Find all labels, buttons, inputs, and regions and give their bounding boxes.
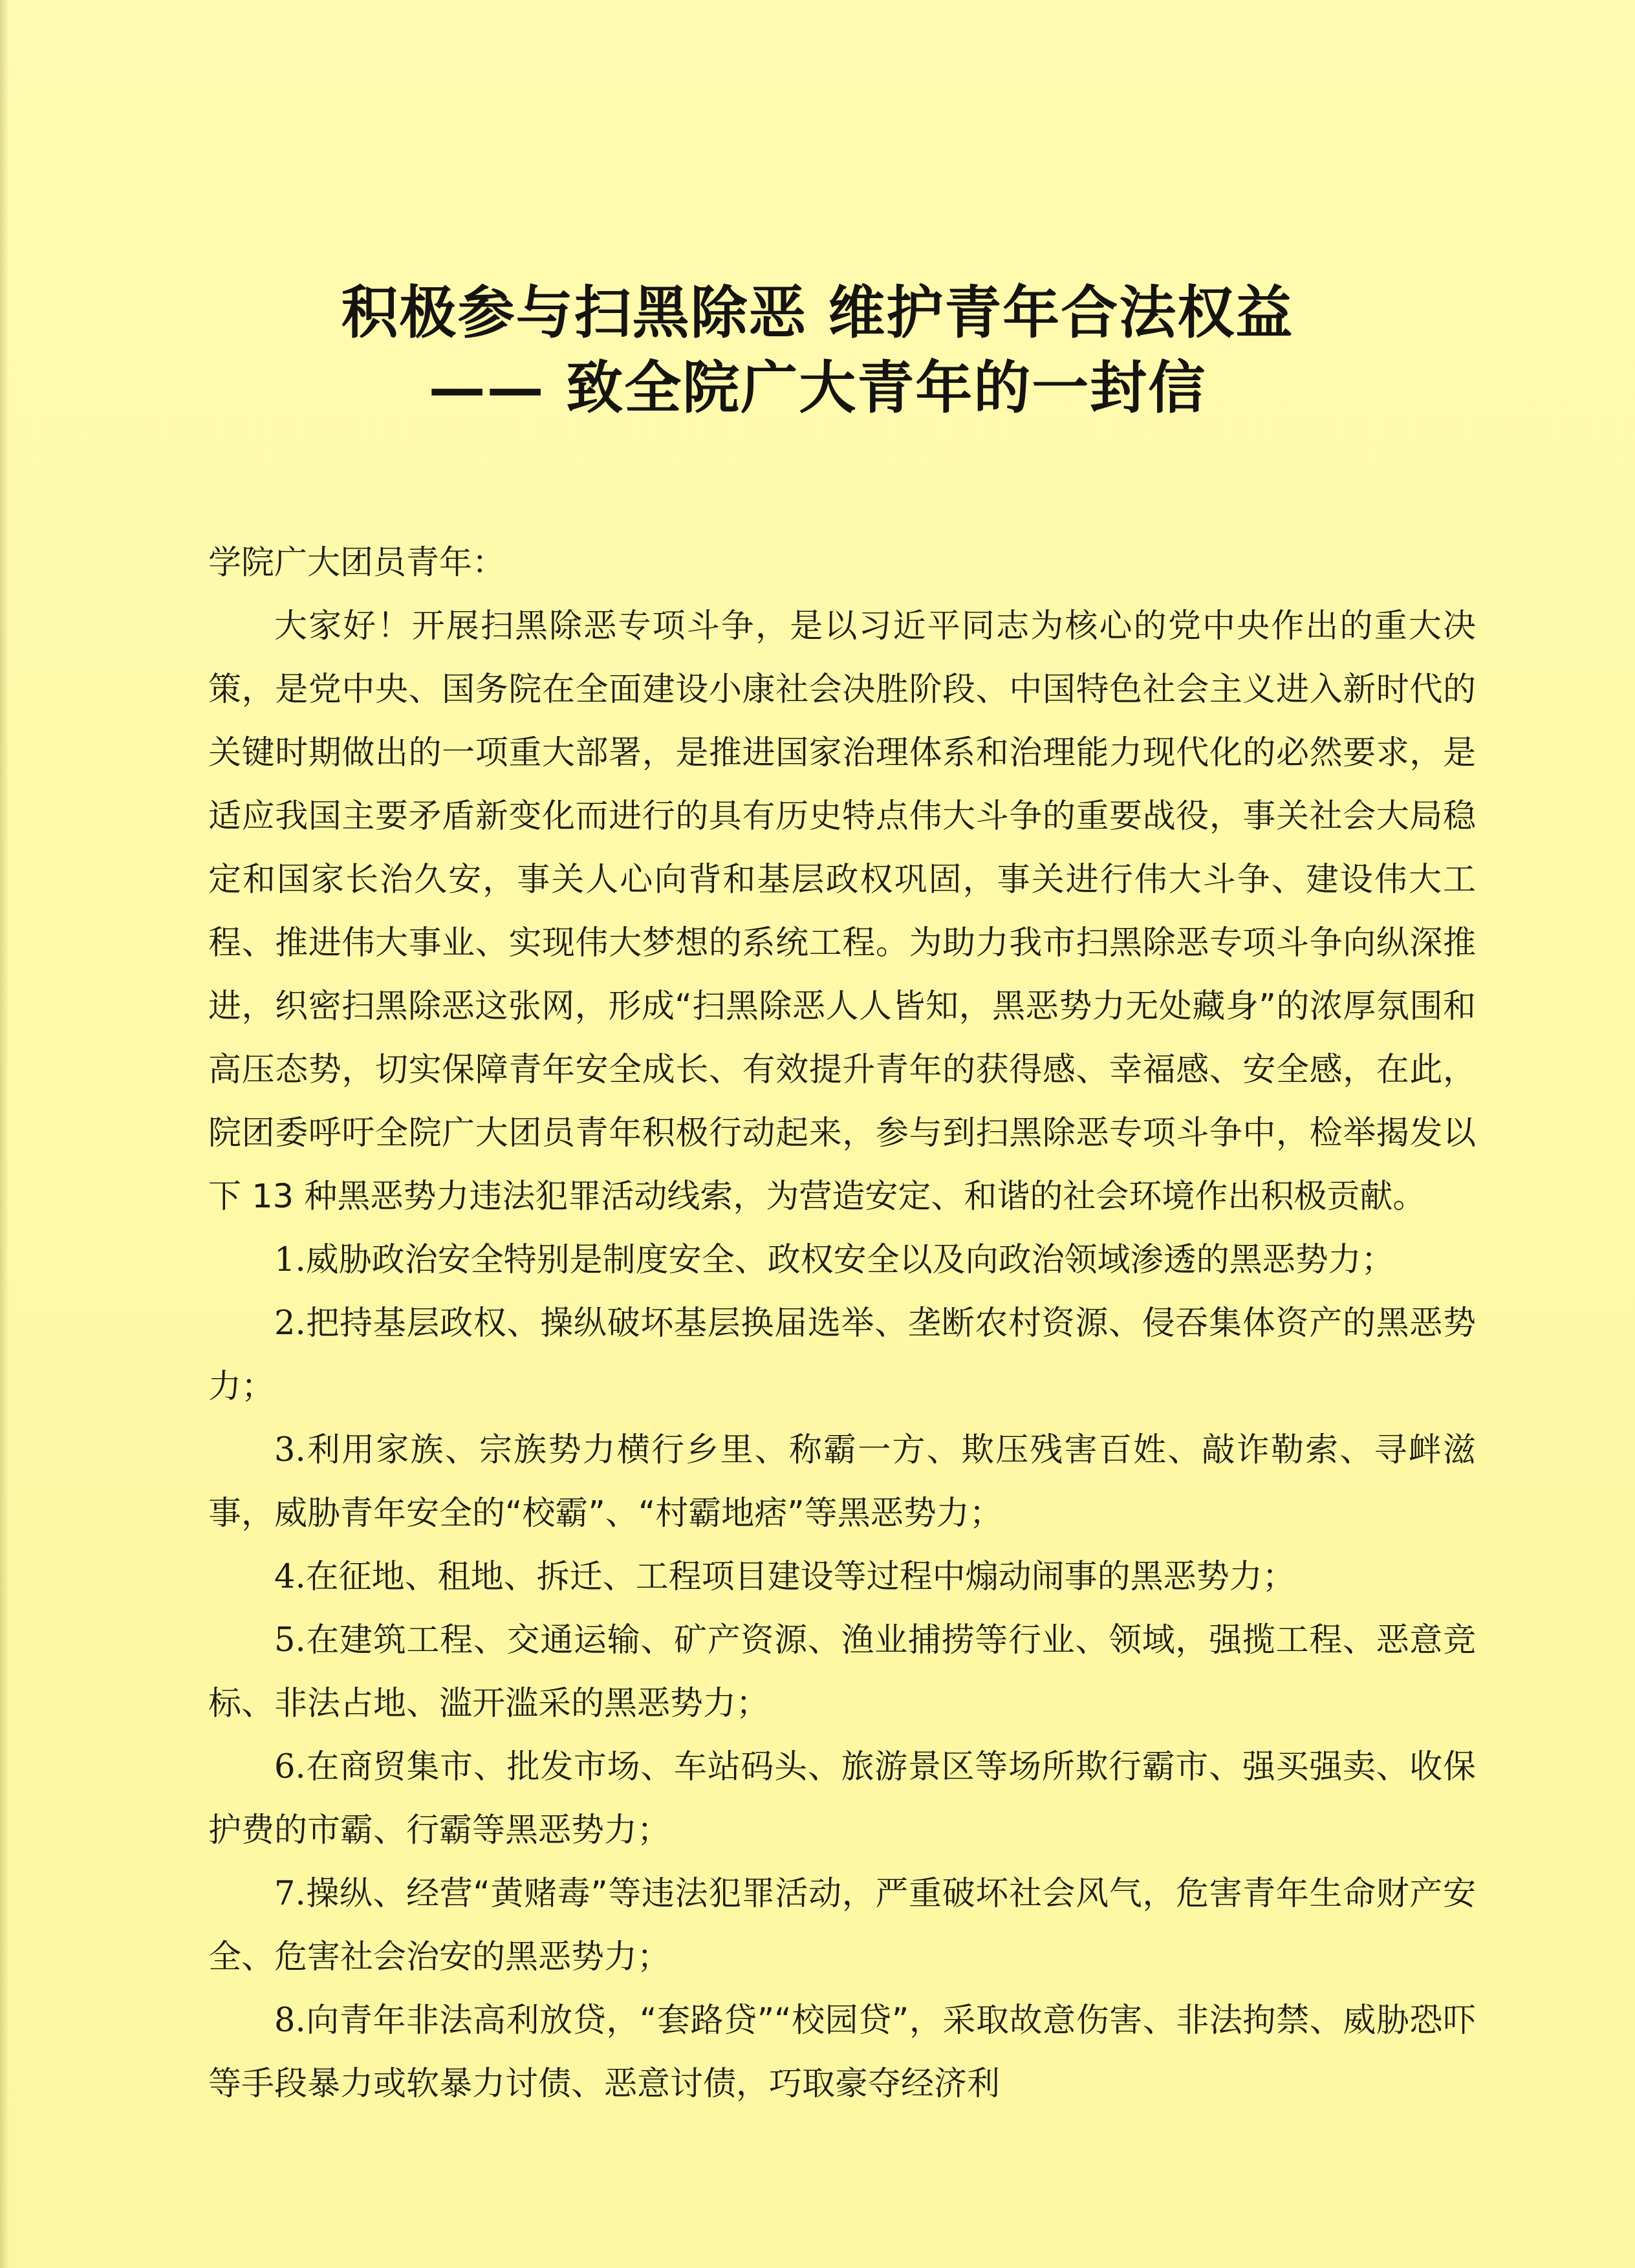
item-number: 7. [274, 1875, 306, 1913]
sub-title: —— 致全院广大青年的一封信 [428, 354, 1207, 421]
item-number: 4. [274, 1558, 306, 1596]
item-text: 在建筑工程、交通运输、矿产资源、渔业捕捞等行业、领域，强揽工程、恶意竞标、非法占地、滥开滥采的黑恶势力； [208, 1621, 1476, 1723]
item-text: 操纵、经营“黄赌毒”等违法犯罪活动，严重破坏社会风气，危害青年生命财产安全、危害社会治安的黑恶势力； [208, 1875, 1476, 1976]
list-item [208, 1989, 1476, 2116]
item-number: 5. [274, 1621, 306, 1659]
item-number: 1. [274, 1241, 306, 1279]
list-item [208, 1609, 1476, 1736]
item-text: 利用家族、宗族势力横行乡里、称霸一方、欺压残害百姓、敲诈勒索、寻衅滋事，威胁青年安全的“校霸”、“村霸地痞”等黑恶势力； [208, 1431, 1476, 1533]
item-text: 威胁政治安全特别是制度安全、政权安全以及向政治领域渗透的黑恶势力； [305, 1241, 1394, 1279]
intro-paragraph: 大家好！开展扫黑除恶专项斗争，是以习近平同志为核心的党中央作出的重大决策，是党中央、国务院在全面建设小康社会决胜阶段、中国特色社会主义进入新时代的关键时期做出的一项重大部署，是推进国家治理体系和治理能力现代化的必然要求，是适应我国主要矛盾新变化而进行的具有历史特点伟大斗争的重要战役，事关社会大局稳定和国家长治久安，事关人心向背和基层政权巩固，事关进行伟大斗争、建设伟大工程、推进伟大事业、实现伟大梦想的系统工程。为助力我市扫黑除恶专项斗争向纵深推进，织密扫黑除恶这张网，形成“扫黑除恶人人皆知，黑恶势力无处藏身”的浓厚氛围和高压态势，切实保障青年安全成长、有效提升青年的获得感、幸福感、安全感，在此，院团委呼吁全院广大团员青年积极行动起来，参与到扫黑除恶专项斗争中，检举揭发以下 13 种黑恶势力违法犯罪活动线索，为营造安定、和谐的社会环境作出积极贡献。 [208, 607, 1476, 1216]
item-text: 在征地、租地、拆迁、工程项目建设等过程中煽动闹事的黑恶势力； [305, 1558, 1295, 1596]
salutation: 学院广大团员青年： [208, 544, 506, 582]
item-text: 把持基层政权、操纵破坏基层换届选举、垄断农村资源、侵吞集体资产的黑恶势力； [208, 1304, 1476, 1406]
item-number: 2. [274, 1304, 306, 1343]
item-text: 向青年非法高利放贷，“套路贷”“校园贷”，采取故意伤害、非法拘禁、威胁恐吓等手段暴力或软暴力讨债、恶意讨债，巧取豪夺经济利 [208, 2002, 1476, 2103]
item-number: 8. [274, 2002, 306, 2040]
list-item [208, 1736, 1476, 1863]
list-item [208, 1863, 1476, 1989]
item-number: 6. [274, 1748, 306, 1786]
main-title: 积极参与扫黑除恶 维护青年合法权益 [341, 279, 1294, 346]
list-item [208, 1546, 1476, 1609]
list-item [208, 1292, 1476, 1419]
item-number: 3. [274, 1431, 306, 1469]
title-block [0, 275, 1635, 425]
list-item [208, 1419, 1476, 1546]
list-item [208, 1229, 1476, 1292]
item-text: 在商贸集市、批发市场、车站码头、旅游景区等场所欺行霸市、强买强卖、收保护费的市霸、行霸等黑恶势力； [208, 1748, 1476, 1850]
letter-body [208, 532, 1476, 2116]
